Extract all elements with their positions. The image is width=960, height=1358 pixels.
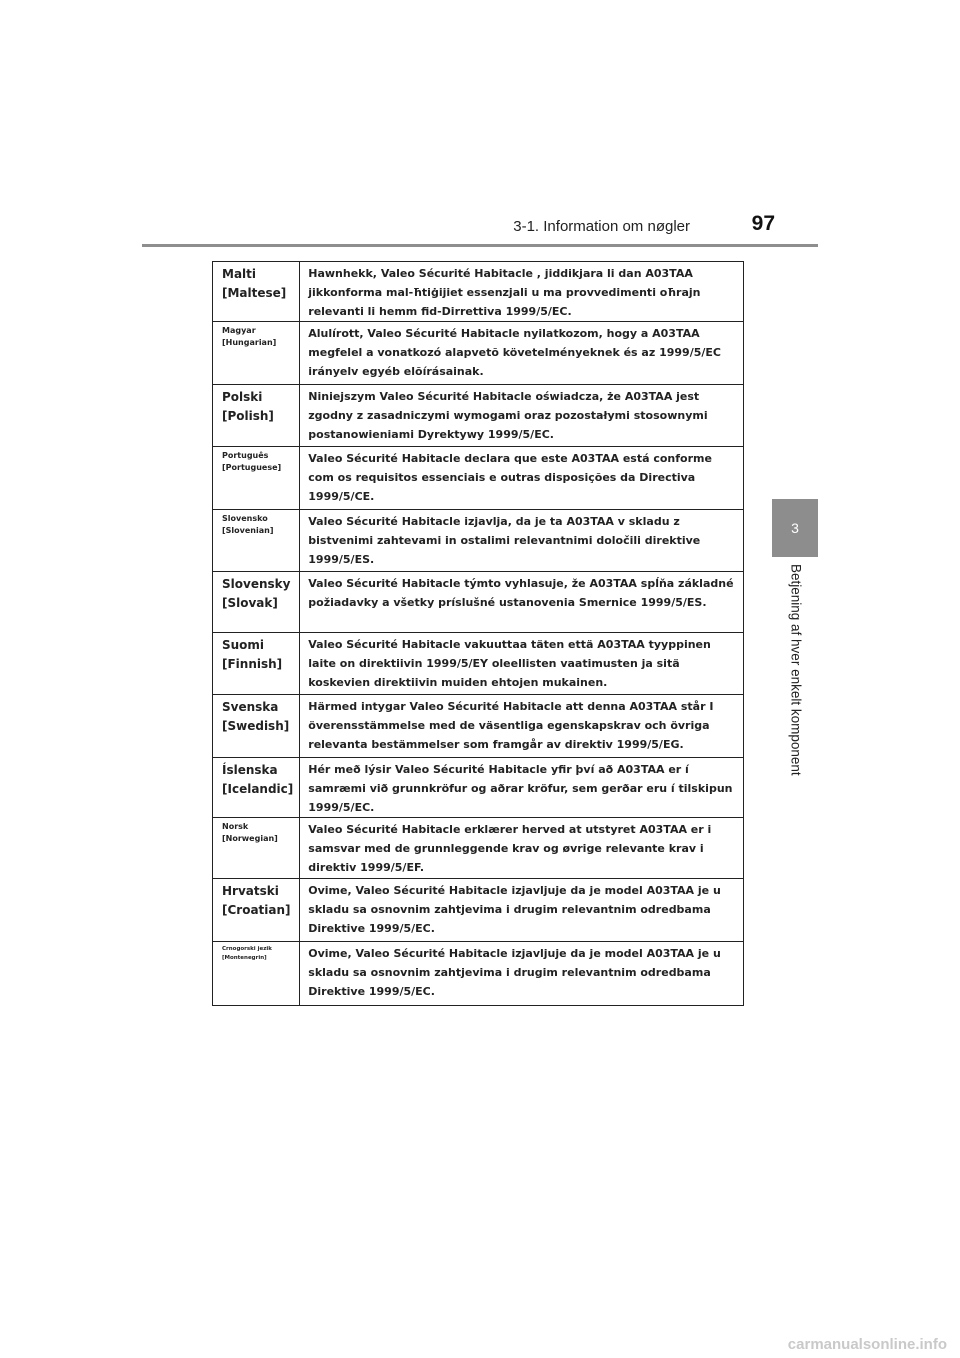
language-english-name: [Swedish] xyxy=(222,719,290,733)
declaration-row xyxy=(213,385,744,447)
language-cell xyxy=(213,818,300,879)
language-cell xyxy=(213,758,300,818)
declaration-text: Valeo Sécurité Habitacle týmto vyhlasuje, že A03TAA spĺňa základné požiadavky a všetky príslušné ustanovenia Smernice 1999/5/ES. xyxy=(300,572,744,633)
language-cell xyxy=(213,322,300,385)
language-name: Suomi xyxy=(222,638,265,652)
declaration-text: Alulírott, Valeo Sécurité Habitacle nyilatkozom, hogy a A03TAA megfelel a vonatkozó alapvetõ követelményeknek és az 1999/5/EC irányelv egyéb elõírásainak. xyxy=(300,322,744,385)
declaration-row xyxy=(213,510,744,572)
language-cell xyxy=(213,879,300,942)
language-cell xyxy=(213,633,300,695)
declaration-row xyxy=(213,322,744,385)
watermark: carmanualsonline.info xyxy=(787,1336,947,1353)
chapter-title: Betjening af hver enkelt komponent xyxy=(788,564,804,776)
declaration-row xyxy=(213,758,744,818)
declaration-text: Valeo Sécurité Habitacle izjavlja, da je ta A03TAA v skladu z bistvenimi zahtevami in ostalimi relevantnimi določili direktive 1999/5/ES. xyxy=(300,510,744,572)
declaration-row xyxy=(213,572,744,633)
language-cell xyxy=(213,447,300,510)
declaration-text: Ovime, Valeo Sécurité Habitacle izjavljuje da je model A03TAA je u skladu sa osnovnim zahtjevima i drugim relevantnim odredbama Direktive 1999/5/EC. xyxy=(300,942,744,1006)
declaration-row xyxy=(213,633,744,695)
language-name: Polski xyxy=(222,390,263,404)
declaration-text: Hawnhekk, Valeo Sécurité Habitacle , jiddikjara li dan A03TAA jikkonforma mal-ħtiġijiet essenzjali u ma provvedimenti oħrajn relevanti li hemm fid-Dirrettiva 1999/5/EC. xyxy=(300,262,744,322)
declaration-row xyxy=(213,695,744,758)
language-cell xyxy=(213,942,300,1006)
language-name: Hrvatski xyxy=(222,884,279,898)
declaration-table xyxy=(212,261,744,1006)
page-header xyxy=(0,0,960,250)
language-english-name: [Hungarian] xyxy=(222,338,277,347)
language-english-name: [Slovak] xyxy=(222,596,278,610)
language-name: Magyar xyxy=(222,326,256,335)
language-cell xyxy=(213,572,300,633)
language-english-name: [Croatian] xyxy=(222,903,291,917)
language-name: Norsk xyxy=(222,822,249,831)
declaration-text: Valeo Sécurité Habitacle vakuuttaa täten että A03TAA tyyppinen laite on direktiivin 1999/5/EY oleellisten vaatimusten ja sitä koskevien direktiivin muiden ehtojen mukainen. xyxy=(300,633,744,695)
declaration-row xyxy=(213,447,744,510)
page-number: 97 xyxy=(751,212,775,235)
declaration-text: Hér með lýsir Valeo Sécurité Habitacle yfir því að A03TAA er í samræmi við grunnkröfur og aðrar kröfur, sem gerðar eru í tilskipun 1999/5/EC. xyxy=(300,758,744,818)
language-english-name: [Slovenian] xyxy=(222,526,274,535)
language-cell xyxy=(213,262,300,322)
language-name: Crnogorski jezik xyxy=(222,946,272,952)
declaration-text: Ovime, Valeo Sécurité Habitacle izjavljuje da je model A03TAA je u skladu sa osnovnim zahtjevima i drugim relevantnim odredbama Direktive 1999/5/EC. xyxy=(300,879,744,942)
declaration-text: Niniejszym Valeo Sécurité Habitacle oświadcza, że A03TAA jest zgodny z zasadniczymi wymogami oraz pozostałymi stosownymi postanowieniami Dyrektywy 1999/5/EC. xyxy=(300,385,744,447)
language-english-name: [Norwegian] xyxy=(222,834,278,843)
language-cell xyxy=(213,695,300,758)
language-english-name: [Montenegrin] xyxy=(222,955,267,961)
language-name: Svenska xyxy=(222,700,279,714)
language-english-name: [Polish] xyxy=(222,409,274,423)
declaration-row xyxy=(213,942,744,1006)
declaration-row xyxy=(213,818,744,879)
language-english-name: [Maltese] xyxy=(222,286,287,300)
language-cell xyxy=(213,510,300,572)
language-name: Íslenska xyxy=(222,763,278,777)
section-title: 3-1. Information om nøgler xyxy=(513,218,690,235)
language-english-name: [Finnish] xyxy=(222,657,283,671)
header-rule xyxy=(142,244,818,247)
language-name: Slovensko xyxy=(222,514,268,523)
language-name: Português xyxy=(222,451,269,460)
chapter-tab: 3 xyxy=(772,499,818,557)
language-name: Malti xyxy=(222,267,257,281)
declaration-text: Valeo Sécurité Habitacle erklærer herved at utstyret A03TAA er i samsvar med de grunnleggende krav og øvrige relevante krav i direktiv 1999/5/EF. xyxy=(300,818,744,879)
language-name: Slovensky xyxy=(222,577,291,591)
language-english-name: [Icelandic] xyxy=(222,782,294,796)
declaration-text: Valeo Sécurité Habitacle declara que este A03TAA está conforme com os requisitos essenciais e outras disposições da Directiva 1999/5/CE. xyxy=(300,447,744,510)
language-cell xyxy=(213,385,300,447)
declaration-row xyxy=(213,879,744,942)
declaration-row xyxy=(213,262,744,322)
language-english-name: [Portuguese] xyxy=(222,463,282,472)
declaration-text: Härmed intygar Valeo Sécurité Habitacle att denna A03TAA står I överensstämmelse med de väsentliga egenskapskrav och övriga relevanta bestämmelser som framgår av direktiv 1999/5/EG. xyxy=(300,695,744,758)
